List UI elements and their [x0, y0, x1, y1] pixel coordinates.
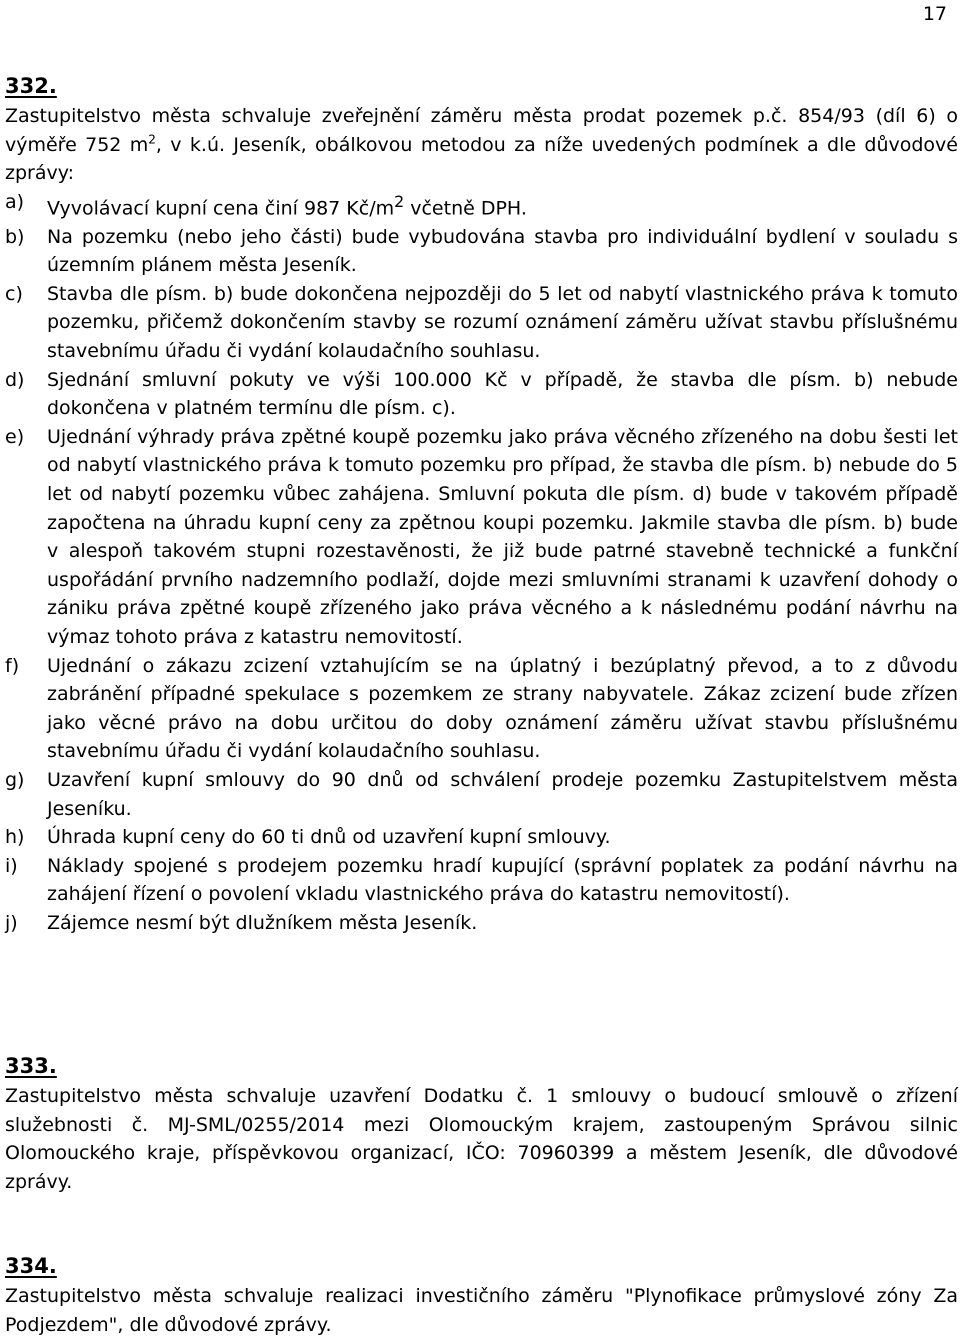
condition-letter: i)	[5, 854, 18, 877]
condition-letter: d)	[5, 368, 25, 391]
superscript: 2	[394, 191, 405, 211]
condition-letter: c)	[5, 282, 23, 305]
condition-text: Stavba dle písm. b) bude dokončena nejpozději do 5 let od nabytí vlastnického práva k tomuto pozemku, přičemž dokončením stavby se rozumí oznámení záměru užívat stavbu příslušnému stavebnímu úřadu či vydání kolaudačního souhlasu.	[47, 282, 958, 363]
resolution-number: 332.	[5, 74, 57, 98]
resolution-text: Zastupitelstvo města schvaluje realizaci investičního záměru "Plynofikace průmyslové zóny Za Podjezdem", dle důvodové zprávy.	[5, 1285, 958, 1336]
resolution-334	[5, 1252, 958, 1339]
condition-item-g	[5, 766, 958, 823]
condition-letter: h)	[5, 826, 25, 849]
condition-letter: e)	[5, 425, 25, 448]
page-number: 17	[922, 3, 947, 25]
intro-text-part2: , v k.ú. Jeseník, obálkovou metodou za níže uvedených podmínek a dle důvodové zprávy:	[5, 133, 958, 185]
resolution-number: 333.	[5, 1054, 57, 1078]
condition-item-b	[5, 223, 958, 280]
condition-letter: a)	[5, 190, 25, 213]
condition-item-e	[5, 423, 958, 652]
condition-letter: b)	[5, 225, 25, 248]
condition-item-j	[5, 909, 958, 938]
condition-letter: j)	[5, 911, 18, 934]
condition-text: Sjednání smluvní pokuty ve výši 100.000 Kč v případě, že stavba dle písm. b) nebude dokončena v platném termínu dle písm. c).	[47, 368, 958, 420]
condition-text: Náklady spojené s prodejem pozemku hradí kupující (správní poplatek za podání návrhu na zahájení řízení o povolení vkladu vlastnického práva do katastru nemovitostí).	[47, 854, 958, 906]
resolution-332	[5, 72, 958, 938]
resolution-text: Zastupitelstvo města schvaluje uzavření Dodatku č. 1 smlouvy o budoucí smlouvě o zřízení služebnosti č. MJ-SML/0255/2014 mezi Olomouckým krajem, zastoupeným Správou silnic Olomouckého kraje, příspěvkovou organizací, IČO: 70960399 a městem Jeseník, dle důvodové zprávy.	[5, 1085, 958, 1193]
condition-text-suffix: včetně DPH.	[404, 197, 527, 220]
resolution-333	[5, 1052, 958, 1196]
conditions-list	[5, 188, 958, 938]
condition-text: Ujednání o zákazu zcizení vztahujícím se na úplatný i bezúplatný převod, a to z důvodu zabránění případné spekulace s pozemkem ze strany nabyvatele. Zákaz zcizení bude zřízen jako věcné právo na dobu určitou do doby oznámení záměru užívat stavbu příslušnému stavebnímu úřadu či vydání kolaudačního souhlasu.	[47, 654, 958, 763]
condition-text: Úhrada kupní ceny do 60 ti dnů od uzavření kupní smlouvy.	[47, 826, 611, 849]
condition-text: Vyvolávací kupní cena činí 987 Kč/m	[47, 197, 395, 220]
condition-letter: f)	[5, 654, 20, 677]
condition-item-i	[5, 852, 958, 909]
intro-text-part1: Zastupitelstvo města schvaluje zveřejnění záměru města prodat pozemek p.č. 854/93 (díl 6) o výměře 752 m	[5, 105, 958, 156]
condition-item-a	[5, 188, 958, 223]
superscript: 2	[148, 132, 156, 147]
resolution-intro	[5, 102, 958, 188]
condition-text: Uzavření kupní smlouvy do 90 dnů od schválení prodeje pozemku Zastupitelstvem města Jeseníku.	[47, 768, 958, 820]
condition-letter: g)	[5, 768, 25, 791]
condition-item-c	[5, 280, 958, 366]
condition-text: Na pozemku (nebo jeho části) bude vybudována stavba pro individuální bydlení v souladu s územním plánem města Jeseník.	[47, 225, 958, 277]
condition-item-f	[5, 652, 958, 766]
condition-text: Ujednání výhrady práva zpětné koupě pozemku jako práva věcného zřízeného na dobu šesti let od nabytí vlastnického práva k tomuto pozemku pro případ, že stavba dle písm. b) nebude do 5 let od nabytí pozemku vůbec zahájena. Smluvní pokuta dle písm. d) bude v takovém případě započtena na úhradu kupní ceny za zpětnou koupi pozemku. Jakmile stavba dle písm. b) bude v alespoň takovém stupni rozestavěnosti, že již bude patrné stavebně technické a funkční uspořádání prvního nadzemního podlaží, dojde mezi smluvními stranami k uzavření dohody o zániku práva zpětné koupě zřízeného jako práva věcného a k následnému podání návrhu na výmaz tohoto práva z katastru nemovitostí.	[47, 425, 958, 649]
condition-item-d	[5, 366, 958, 423]
condition-text: Zájemce nesmí být dlužníkem města Jeseník.	[47, 911, 478, 934]
resolution-number: 334.	[5, 1254, 57, 1278]
condition-item-h	[5, 823, 958, 852]
